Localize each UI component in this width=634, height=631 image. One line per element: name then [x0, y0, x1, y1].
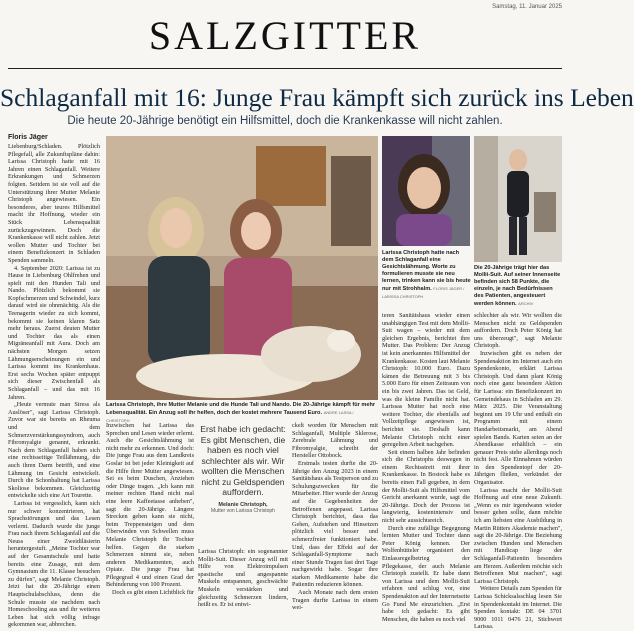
article-column-2	[106, 422, 194, 597]
masthead: SALZGITTER	[148, 13, 422, 58]
paragraph: Seit einem halben Jahr befinden sich die Christophs deswegen in einem Rechtsstreit mit ihrer Krankenkasse. In Bostock habe es bereits einen Fall gegeben, in dem der Mollii-Suit als Hilfsmittel vom Gericht anerkannt wurde, sagt die 20-Jährige. Doch der Prozess ist langwierig, kostenintensiv und nicht sehr aussichtsreich.	[382, 448, 470, 525]
paragraph: schlechter als wir. Wir wollten die Menschen nicht zu Geldspenden auffordern. Doch Peter König hat uns überzeugt", sagt Melanie Christoph.	[474, 312, 562, 350]
photo-credit: ANDRE LASSA / CHRISTOPH	[106, 410, 354, 423]
middle-photo-illustration	[382, 136, 470, 246]
paragraph: 4. September 2020: Larissa ist zu Hause in Liebenburg Ohlfrehen und spielt mit den Hunden Tali und Nando. Plötzlich bekommt sie Kopfschmerzen und Schwindel, kurz darauf wird sie ohnmächtig. Als die Teenagerin wieder zu sich kommt, bekommt sie keinen klaren Satz mehr heraus. Zuerst deuten Mutter und Tochter das als einen Migräneanfall mit Aura. Doch am nächsten Morgen setzen Lähmungserscheinungen ein und Larissa kommt ins Krankenhaus. Erst sechs Wochen später entpuppt sich dieser Zwischenfall als Schlaganfall – und das mit 16 Jahren.	[8, 264, 100, 401]
paragraph: Inzwischen gibt es neben der Spendenaktion im Internet auch ein Spendenkonto, erklärt Larissa Christoph. Und dann plant König noch eine ganz besondere Aktion für Larissa: ein Benefizkonzert im Gemeindehaus in Schladen am 29. März 2025. Die Veranstaltung beginnt um 19 Uhr und enthält ein Programm mit einem Handarbeitsmarkt, am Abend spielen Bands. Karten seien an der Abendkasse erhältlich – ein genauer Preis stehe allerdings noch nicht fest. Alle Einnahmen würden in den Spendentopf der 20-Jährigen fließen, verkündet der Organisator.	[474, 349, 562, 487]
headline: Schlaganfall mit 16: Junge Frau kämpft sich zurück ins Leben	[0, 83, 634, 112]
article-column-1	[8, 143, 100, 629]
right-photo	[474, 136, 562, 262]
main-photo-caption	[106, 402, 378, 423]
photo-credit: ARCHIV	[518, 301, 534, 306]
caption-text: Die 20-Jährige trägt hier das Mollii-Suit. Auf seiner Innenseite befinden sich 58 Punkte, die einzeln, je nach Bedürfnissen des Patienten, angesteuert werden können.	[474, 265, 561, 307]
paragraph: ckelt worden für Menschen mit Schlaganfall, Multiple Sklerose, Zerebrale Lähmung und Fibromyalgie, schreibt der Hersteller Ottobock.	[292, 422, 378, 460]
paragraph: Auch Monate nach dem ersten Tragen durfte Larissa in einem wei-	[292, 589, 378, 612]
main-photo-illustration	[106, 136, 378, 400]
article-column-5	[382, 312, 470, 623]
article-column-6	[474, 312, 562, 631]
article-column-4	[292, 422, 378, 612]
issue-date: Samstag, 11. Januar 2025	[492, 4, 562, 10]
paragraph: Inzwischen hat Larissa das Sprechen und Lesen wieder erlernt. Auch die Gesichtslähmung ist nicht mehr zu erkennen. Und doch: Die junge Frau aus dem Landkreis Goslar ist bei jeder Kleinigkeit auf die Hilfe ihrer Mutter angewiesen. Sei es beim Duschen, Anziehen oder Dinge tragen. „Ich kann mit meiner rechten Hand nicht mal eine leere Kaffeetasse anheben", sagt die 20-Jährige. Längere Strecken gehen kann sie nicht, beim Treppensteigen und dem Überwinden von Schwellen muss Melanie Christoph ihr Tochter helfen. Gegen die starken Schmerzen nimmt sie, neben anderen Medikamenten, auch Opiate. Die junge Frau hat Pflegegrad 4 und einen Grad der Behinderung von 100 Prozent.	[106, 422, 194, 589]
quote-text: Erst habe ich gedacht: Es gibt Menschen, die haben es noch viel schlechter als wir. Wir wollten die Menschen nicht zu Geldspenden auffordern.	[200, 424, 286, 497]
pull-quote	[198, 424, 288, 542]
right-photo-illustration	[474, 136, 562, 262]
article-column-3	[198, 548, 288, 609]
middle-photo	[382, 136, 470, 246]
quote-name: Melanie Christoph,	[218, 501, 268, 508]
paragraph: Larissa macht der Mollii-Suit Hoffnung auf eine neue Zukunft. „Wenn es mir irgendwann wieder besser gehen sollte, dann möchte ich am liebsten eine Ausbildung in Martin Rütters Akademie machen", sagt die 20-Jährige. Die Beziehung zwischen Hunden und Menschen mit Handicap liege der Schlaganfall-Patientin besonders am Herzen. Außerdem möchte sich Betroffenen Mut machen", sagt Larissa Christoph.	[474, 486, 562, 585]
paragraph: Weitere Details zum Spenden für Larissa Schicksalsschlag lesen Sie in Spendenkontakt im Internet. Die Spenden kontakt: DE 04 3701 9000 1011 0476 21, Stichwort Larissa.	[474, 585, 562, 631]
subheadline: Die heute 20-Jährige benötigt ein Hilfsmittel, doch die Krankenkasse will nicht zahlen.	[67, 115, 503, 127]
paragraph: Larissa Christoph: ein sogenannter Mollii-Suit. Dieser Anzug will mit Hilfe von Elektroimpulsen spastische und angespannte Muskeln entspannen, geschwächte Muskeln verstärken und gleichzeitig Schmerzen lindern, heißt es. Er ist entwi-	[198, 548, 288, 609]
author-byline: Floris Jäger	[8, 134, 48, 141]
paragraph: Durch eine zufällige Begegnung lernten Mutter und Tochter dann Peter König kennen. Der Wolfenbütteler organisiert den Einlassregelbetrieg der Pflegekasse, der auch Melanie Christoph zustellt. Er habe dann von Larissa und dem Mollii-Suit erfahren und schlug vor, eine Spendenaktion auf der Internetseite Go Fund Me einzurichten. „Erst habe ich gedacht: Es gibt Menschen, die haben es noch viel	[382, 524, 470, 623]
paragraph: Larissa ist vergesslich, kann sich nur schwer konzentrieren, hat Sprachstörungen und das Lesen verlernt. Dadurch wurde die junge Frau nach ihrem Schlaganfall auf die Neuss einer Zweidiläsierin heruntergestuft. „Meine Tochter war auf der Gesamtschule und hatte bereits eine Zusage, mit dem Gymnasium die 11. Klasse besuchen zu dürfen", sagt Melanie Christoph. Jetzt hat die 20-Jährige einen Hauptschulabschluss, denn die Schule musste sie nachdem nach Homeschooling aus und ihr weiteres Leben hat sich völlig infrage gekommen war, abbrechen.	[8, 499, 100, 629]
middle-photo-caption	[382, 250, 472, 308]
masthead-rule	[8, 68, 562, 69]
paragraph: Doch es gibt einen Lichtblick für	[112, 589, 194, 597]
quote-role: Mutter von Larissa Christoph	[211, 507, 275, 514]
paragraph: Liebenburg/Schladen. Plötzlich Pflegefall, alle Zukunftspläne dahin: Larissa Christoph hatte mit 16 Jahren einen Schlaganfall. Weitere Erkrankungen und Schmerzen folgten. Seitdem ist sie voll auf die Unterstützung ihrer Mutter Melanie Christoph angewiesen. Ein besonderes, aber teures Hilfsmittel macht ihr Hoffnung, wieder ein Stück Lebensqualität zurückzugewinnen. Doch die Krankenkasse will nicht zahlen. Jetzt wollen Mutter und Tochter bei einem Benefizkonzert in Schladen Spenden sammeln.	[8, 143, 100, 264]
caption-text: Larissa Christoph hatte nach dem Schlaganfall eine Gesichtslähmung. Worte zu formulieren musste sie neu lernen, trinken kann sie bis heute nur mit Strohhalm.	[382, 250, 471, 292]
paragraph: Erstmals testen durfte die 20-Jährige den Anzug 2023 in einem Sanitätshaus als Testperson und zu Schulungszwecken für die Mitarbeiter. Hier wurde der Anzug auf die Gegebenheiten der Betroffenen angepasst. Larissa Christoph berichtet, dass das Gehen, Aufstehen und Hinsetzen plötzlich viel besser und schmerzfreier funktioniert habe. Und, dass der Effekt auf der Schlaganfall-Symptome nach einer Stunde Tragen fast drei Tage nachgewirkt habe. Sogar ihre starken Medikamente habe die Patientin reduzieren können.	[292, 459, 378, 589]
paragraph: „Heute vermute man Stress als Auslöser", sagt Larissa Christoph. Zuvor war sie bereits an Rheuma und dem Schmerzverstärkungssyndrom, auch Fibromyalgie genannt, erkrankt. Nach dem Schlaganfall haben sich eine rechtsseitige Teillähmung, die auch ihren Darm betrifft, und eine Lähmung im Gesicht entwickelt. Durch die Schonhaltung hat Larissa Skoliose bekommen. Gleichzeitig entwickelte sich eine Art Tourette.	[8, 401, 100, 500]
main-photo	[106, 136, 378, 400]
photo-credit: FLORIS JÄGER / LARISSA CHRISTOPH	[382, 286, 465, 299]
paragraph: teren Sanitätshaus wieder einen unabhängigen Test mit dem Mollii-Suit wagen – wieder mit dem gleichen Ergebnis, berichtet ihre Mutter. Das Problem: Der Anzug ist kein anerkanntes Hilfsmittel der Krankenkasse. Kosten laut Melanie Christoph: 10.000 Euro. Dazu kämen die Betreuung mit 3 bis 5.000 Euro für einen Zeitraum von ein bis zwei Jahren. Das ist Geld, was die kleine Familie nicht hat. Larissas Mutter hat noch eine weitere Tochter, die ebenfalls auf Vollzeitpflege angewiesen ist, berichtet sie. Deshalb kann Melanie Christoph nicht einer geregelten Arbeit nachgehen.	[382, 312, 470, 449]
caption-text: Larissa Christoph, ihre Mutter Melanie und die Hunde Tali und Nando. Die 20-Jährige kämpft für mehr Lebensqualität. Ein Anzug soll ihr helfen, doch der kostet mehrere Tausend Euro.	[106, 402, 376, 416]
